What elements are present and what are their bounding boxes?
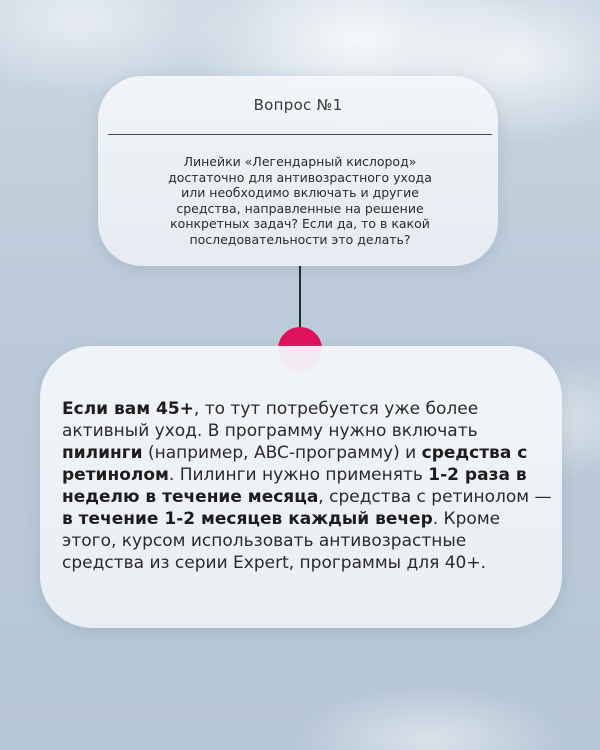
answer-bold: в течение 1-2 месяцев каждый вечер	[62, 509, 433, 529]
question-line: достаточно для антивозрастного ухода	[168, 169, 432, 185]
answer-span: . Кроме этого, курсом использовать антивозрастные средства из серии Expert, программы для 40+.	[62, 509, 501, 573]
answer-bold: средства с ретинолом	[62, 443, 528, 485]
question-line: или необходимо включать и другие	[181, 185, 419, 200]
answer-bold: Если вам 45+	[62, 399, 194, 419]
question-divider	[108, 134, 492, 135]
question-line: средства, направленные на решение	[176, 200, 424, 216]
question-line: конкретных задач? Если да, то в какой	[170, 216, 430, 231]
answer-span: , средства с ретинолом —	[318, 487, 552, 507]
answer-span: (например, ABC-программу) и	[142, 443, 422, 463]
question-line: последовательности это делать?	[189, 231, 411, 247]
question-title: Вопрос №1	[253, 96, 343, 114]
answer-card	[40, 346, 562, 628]
question-text	[138, 154, 462, 247]
answer-span: . Пилинги нужно применять	[168, 465, 429, 485]
connector-line	[299, 266, 301, 332]
question-card	[98, 76, 498, 266]
answer-bold: 1-2 раза в неделю в течение месяца	[62, 465, 527, 507]
answer-span: , то тут потребуется уже более активный уход. В программу нужно включать	[62, 399, 479, 441]
answer-bold: пилинги	[62, 443, 143, 463]
question-line: Линейки «Легендарный кислород»	[183, 154, 417, 169]
answer-text	[62, 398, 552, 574]
